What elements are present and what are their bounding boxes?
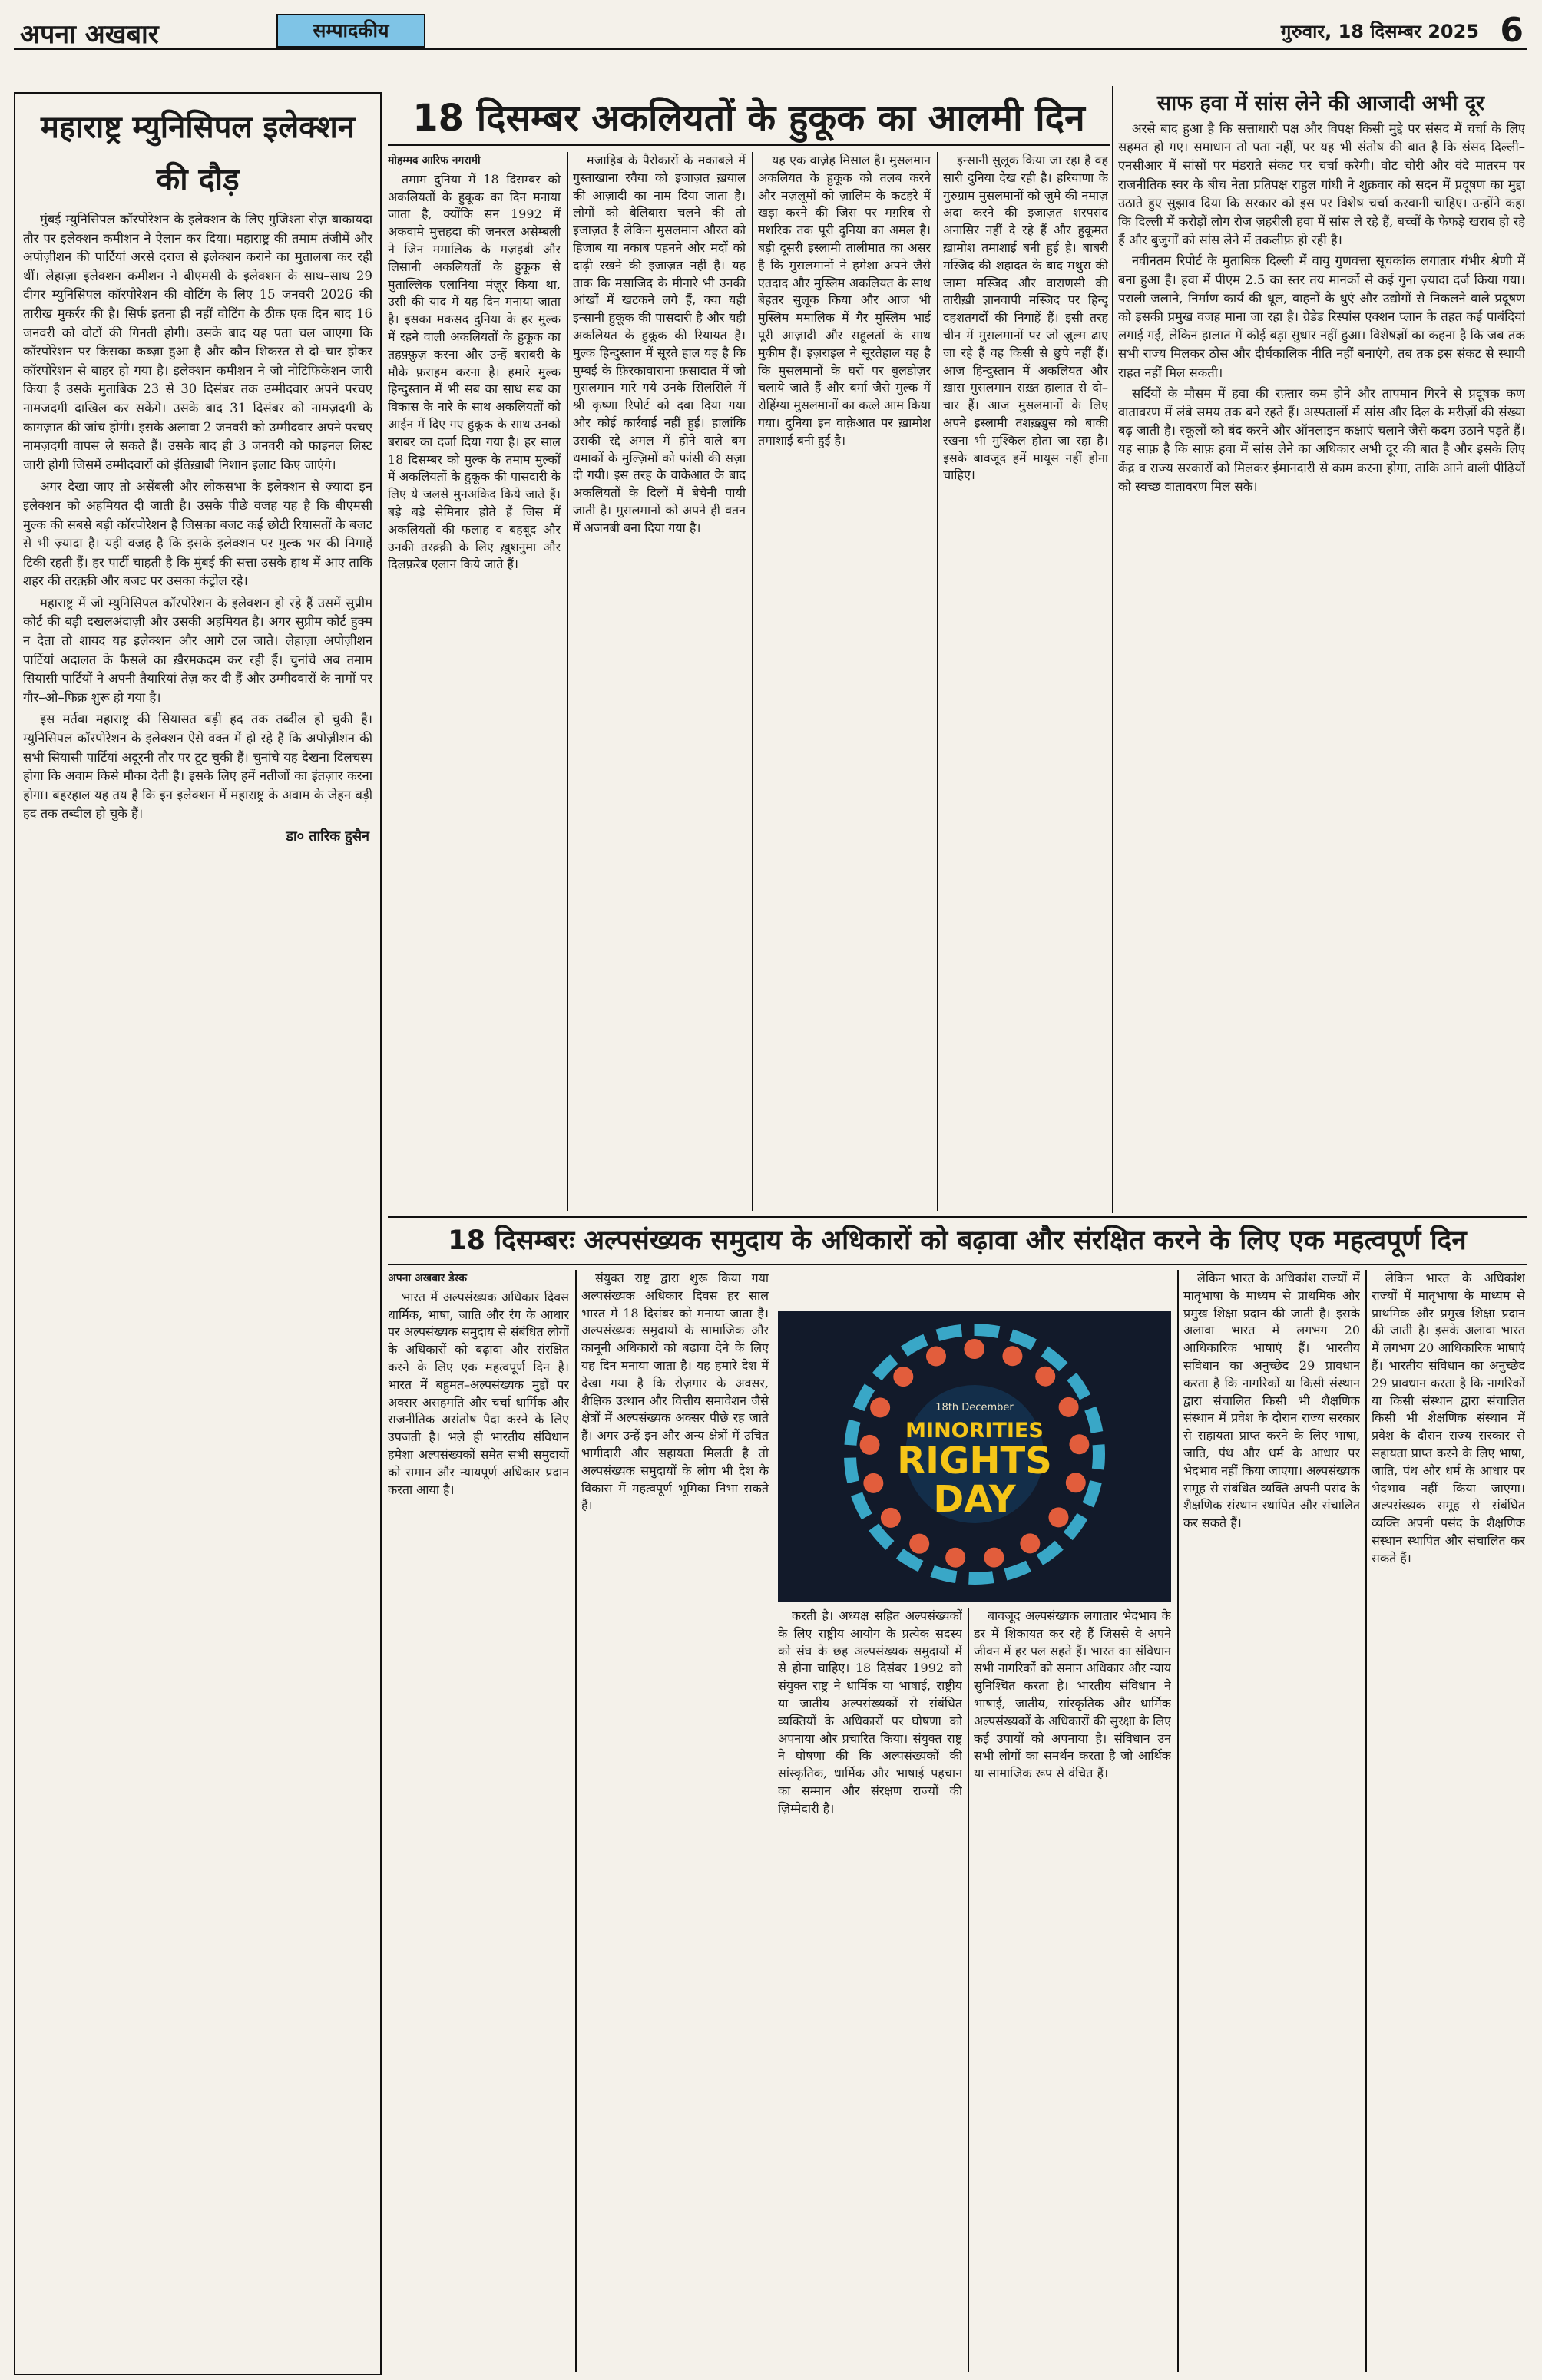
poster-title-line-3: DAY (933, 1478, 1016, 1521)
feature-article-column-3 (778, 1608, 962, 2372)
left-article-title: महाराष्ट्र म्युनिसिपल इलेक्शन की दौड़ (41, 110, 355, 197)
feature-article-column-5 (1183, 1270, 1360, 2372)
section-label: सम्पादकीय (276, 14, 425, 48)
main-article-column-4 (943, 152, 1108, 1211)
left-article-paragraph: मुंबई म्युनिसिपल कॉरपोरेशन के इलेक्शन के लिए गुजिश्ता रोज़ बाकायदा तौर पर इलेक्शन कमीशन ने ऐलान कर दिया। महाराष्ट्र की तमाम तंजीमें और अपोज़ीशन की पार्टियां अरसे दराज से इलेक्शन कराने का मुतालबा कर रही थीं। लेहाज़ा इलेक्शन कमीशन ने बीएमसी के इलेक्शन के साथ–साथ 29 दीगर म्युनिसिपल कॉरपोरेशन की वोटिंग के लिए 15 जनवरी 2026 की तारीख मुकर्रर की है। सिर्फ इतना ही नहीं वोटिंग के ठीक एक दिन बाद 16 जनवरी को वोटों की गिनती होगी। उसके बाद यह पता चल जाएगा कि कॉरपोरेशन पर किसका कब्ज़ा हुआ है और कौन शिकस्त से दो–चार होकर कॉरपोरेशन से बाहर हो गया है। इलेक्शन कमीशन ने जो नोटिफिकेशन जारी किया है उसके मुताबिक 23 से 30 दिसंबर तक उम्मीदवार अपने परचए नामजदगी दाखिल कर सकेंगे। उसके बाद 31 दिसंबर को नामज़दगी के कागज़ात की जांच होगी। इसके अलावा 2 जनवरी को उम्मीदवार अपने परचए नामज़दगी वापस ले सकते हैं। उसके बाद ही 3 जनवरी को फाइनल लिस्ट जारी होगी जिसमें उम्मीदवारों को इंतिख़ाबी निशान इलाट किए जाएंगे। (23, 212, 372, 472)
left-article-paragraph: अगर देखा जाए तो असेंबली और लोकसभा के इलेक्शन से ज़्यादा इन इलेक्शन को अहमियत दी जाती है। उसके पीछे वजह यह है कि बीएमसी मुल्क की सबसे बड़ी कॉरपोरेशन है जिसका बजट कई छोटी रियासतों के बजट से भी ज़्यादा है। यही वजह है कि इसके इलेक्शन पर मुल्क भर की निगाहें टिकी रहती हैं। हर पार्टी चाहती है कि मुंबई की सत्ता उसके हाथ में आए ताकि शहर की तरक़्क़ी और बजट पर उसका कंट्रोल रहे। (23, 479, 372, 589)
right-article-body (1118, 120, 1525, 1213)
main-article-paragraph: तमाम दुनिया में 18 दिसम्बर को अकलियतों के हुकूक का दिन मनाया जाता है, क्योंकि सन 1992 में अकवामे मुत्तहदा की जनरल असेम्बली ने जिन ममालिक के मज़हबी और लिसानी अकलियतों के हुकूक से मुताल्लिक एलानिया मंज़ूर किया था, उसी की याद में यह दिन मनाया जाता है। इसका मकसद दुनिया के हर मुल्क में रहने वाली अकलियतों के हुकूक का तहफ़्फ़ुज़ करना और उन्हें बराबरी के मौके फ़राहम करना है। हमारे मुल्क हिन्दुस्तान में भी सब का साथ सब का विकास के नारे के साथ अकलियतों को आईन में दिए गए हुकूक के साथ उनको बराबर का दर्जा दिया गया है। हर साल 18 दिसम्बर को मुल्क के तमाम मुल्कों में अकलियतों के हुकूक की पासदारी के लिए ये जलसे मुनअकिद किये जाते हैं। बड़े बड़े सेमिनार होते हैं जिस में अकलियतों की फलाह व बहबूद और उनकी तरक़्क़ी के लिए ख़ुशनुमा और दिलफ़रेब एलान किये जाते हैं। (388, 171, 561, 572)
newspaper-name: अपना अखबार (20, 19, 159, 50)
feature-article-paragraph: लेकिन भारत के अधिकांश राज्यों में मातृभाषा के माध्यम से प्राथमिक और प्रमुख शिक्षा प्रदान की जाती है। इसके अलावा भारत में लगभग 20 आधिकारिक भाषाएं हैं। भारतीय संविधान का अनुच्छेद 29 प्रावधान करता है कि नागरिकों या किसी संस्थान द्वारा संचालित किसी भी शैक्षणिक संस्थान में प्रवेश के दौरान राज्य सरकार से सहायता प्राप्त करने के लिए भाषा, जाति, पंथ और धर्म के आधार पर भेदभाव नहीं किया जाएगा। अल्पसंख्यक समूह से संबंधित व्यक्ति अपनी पसंद के शैक्षणिक संस्थान स्थापित और संचालित कर सकते हैं। (1372, 1271, 1525, 1565)
left-article-paragraph: महाराष्ट्र में जो म्युनिसिपल कॉरपोरेशन के इलेक्शन हो रहे हैं उसमें सुप्रीम कोर्ट की बड़ी दखलअंदाज़ी और उसकी अहमियत है। अगर सुप्रीम कोर्ट हुक्म न देता तो शायद यह इलेक्शन और आगे टल जाते। लेहाज़ा अपोज़ीशन पार्टियां अदालत के फैसले का ख़ैरमकदम कर रही हैं। चुनांचे अब तमाम सियासी पार्टियों ने अपनी तैयारियां तेज़ कर दी हैं और उम्मीदवारों के नामों पर गौर–ओ–फिक्र शुरू हो गया है। (23, 595, 372, 705)
feature-article-column-2 (581, 1270, 769, 2372)
main-article-author: मोहम्मद आरिफ नगरामी (388, 154, 481, 167)
feature-article-column-6 (1372, 1270, 1525, 2372)
poster-title-line-2: RIGHTS (897, 1440, 1052, 1483)
column-divider (575, 1270, 577, 2372)
right-article-paragraph: नवीनतम रिपोर्ट के मुताबिक दिल्ली में वायु गुणवत्ता सूचकांक लगातार गंभीर श्रेणी में बना हुआ है। हवा में पीएम 2.5 का स्तर तय मानकों से कई गुना ज़्यादा दर्ज किया गया। पराली जलाने, निर्माण कार्य की धूल, वाहनों के धुएं और उद्योगों से निकलने वाले प्रदूषण को इसकी प्रमुख वजह माना जा रहा है। ग्रेडेड रिस्पांस एक्शन प्लान के तहत कई पाबंदियां लगाई गईं, लेकिन हालात में कोई बड़ा सुधार नहीं हुआ। विशेषज्ञों का कहना है कि जब तक सभी राज्य मिलकर ठोस और दीर्घकालिक नीति नहीं बनाएंगे, तब तक इस संकट से स्थायी राहत नहीं मिल सकती। (1118, 253, 1525, 380)
feature-article-column-4 (974, 1608, 1171, 2372)
main-article-headline: 18 दिसम्बर अकलियतों के हुकूक का आलमी दिन (412, 97, 1085, 140)
divider (388, 144, 1110, 146)
left-article-paragraph: इस मर्तबा महाराष्ट्र की सियासत बड़ी हद तक तब्दील हो चुकी है। म्युनिसिपल कॉरपोरेशन के इलेक्शन ऐसे वक्त में हो रहे हैं कि अपोज़ीशन की सभी सियासी पार्टियां अदूरनी तौर पर टूट चुकी हैं। चुनांचे यह देखना दिलचस्प होगा कि अवाम किसे मौका देती है। इसके लिए हमें नतीजों का इंतज़ार करना होगा। बहरहाल यह तय है कि इन इलेक्शन में महाराष्ट्र के अवाम के जेहन बड़ी हद तक तब्दील हो चुके हैं। (23, 712, 372, 821)
right-article-headline: साफ हवा में सांस लेने की आजादी अभी दूर (1156, 91, 1485, 115)
right-article-paragraph: अरसे बाद हुआ है कि सत्ताधारी पक्ष और विपक्ष किसी मुद्दे पर संसद में चर्चा के लिए सहमत हो गए। समाधान तो पता नहीं, पर यह भी संतोष की बात है कि संसद दिल्ली–एनसीआर में सांसों पर मंडराते संकट पर चर्चा करेगी। वोट चोरी और वंदे मातरम पर राजनीतिक स्वर के बीच नेता प्रतिपक्ष राहुल गांधी ने शुक्रवार को सदन में प्रदूषण का मुद्दा उठाते हुए सुझाव दिया कि सरकार को इस पर विशेष चर्चा करवानी चाहिए। उन्होंने कहा कि दिल्ली में करोड़ों लोग रोज़ ज़हरीली हवा में सांस ले रहे हैं, बच्चों के फेफड़े खराब हो रहे हैं और बुजुर्गों को सांस लेने में तकलीफ़ हो रही है। (1118, 121, 1525, 248)
page-number: 6 (1500, 11, 1524, 50)
feature-article-paragraph: बावजूद अल्पसंख्यक लगातार भेदभाव के डर में शिकायत कर रहे हैं जिससे वे अपने जीवन में हर पल सहते हैं। भारत का संविधान सभी नागरिकों को समान अधिकार और न्याय सुनिश्चित करता है। भारतीय संविधान ने भाषाई, जातीय, सांस्कृतिक और धार्मिक अल्पसंख्यकों के अधिकारों की सुरक्षा के लिए कई उपायों को अपनाया है। संविधान उन सभी लोगों का समर्थन करता है जो आर्थिक या सामाजिक रूप से वंचित हैं। (974, 1608, 1171, 1781)
masthead (14, 12, 1527, 50)
column-divider (937, 152, 938, 1211)
column-divider (1365, 1270, 1367, 2372)
column-divider (1177, 1270, 1179, 2372)
issue-date: गुरुवार, 18 दिसम्बर 2025 (1280, 21, 1479, 42)
main-article-column-2 (573, 152, 746, 1211)
feature-article-paragraph: भारत में अल्पसंख्यक अधिकार दिवस धार्मिक, भाषा, जाति और रंग के आधार पर अल्पसंख्यक समुदाय से संबंधित लोगों के अधिकारों को बढ़ावा और संरक्षित करने के लिए एक महत्वपूर्ण दिन है। भारत में बहुमत–अल्पसंख्यक मुद्दों पर अक्सर असहमति और चर्चा धार्मिक और राजनीतिक असंतोष पैदा करने के लिए उपजती है। भले ही भारतीय संविधान हमेशा अल्पसंख्यकों समेत सभी समुदायों को समान और न्यायपूर्ण अधिकार प्रदान करता आया है। (388, 1289, 569, 1497)
feature-article-column-1 (388, 1270, 569, 2372)
poster-date: 18th December (935, 1402, 1014, 1413)
divider (388, 1264, 1527, 1265)
left-article-box (14, 92, 382, 2375)
feature-article-headline: 18 दिसम्बरः अल्पसंख्यक समुदाय के अधिकारों को बढ़ावा और संरक्षित करने के लिए एक महत्वपूर्ण दिन (448, 1225, 1467, 1256)
poster-title-line-1: MINORITIES (905, 1419, 1044, 1443)
main-article-column-1 (388, 152, 561, 1211)
column-divider (1112, 86, 1113, 1213)
main-article-paragraph: इन्सानी सुलूक किया जा रहा है वह सारी दुनिया देख रही है। हरियाणा के गुरुग्राम मुसलमानों को जुमे की नमाज़ अदा करने की इजाज़त शरपसंद अनासिर नहीं दे रहे हैं और हुकूमत ख़ामोश तमाशाई बनी हुई है। बाबरी मस्जिद की शहादत के बाद मथुरा की जामा मस्जिद और वाराणसी की तारीख़ी ज्ञानवापी मस्जिद पर हिन्दू दहशतगर्दों की निगाहें हैं। इसी तरह चीन में मुसलमानों पर जो ज़ुल्म ढाए जा रहे हैं वह किसी से छुपे नहीं हैं। आज हिन्दुस्तान में अकलियत और ख़ास मुसलमान सख़्त हालात से दो–चार हैं। आज मुसलमानों के लिए अपने इस्लामी तशख़्ख़ुस को बाकी रखना भी मुश्किल होता जा रहा है। इसके बावजूद हमें मायूस नहीं होना चाहिए। (943, 153, 1108, 483)
main-article-column-3 (758, 152, 931, 1211)
column-divider (752, 152, 753, 1211)
feature-article-paragraph: करती है। अध्यक्ष सहित अल्पसंख्यकों के लिए राष्ट्रीय आयोग के प्रत्येक सदस्य को संघ के छह अल्पसंख्यक समुदायों में से होना चाहिए। 18 दिसंबर 1992 को संयुक्त राष्ट्र ने धार्मिक या भाषाई, राष्ट्रीय या जातीय अल्पसंख्यकों से संबंधित व्यक्तियों के अधिकारों पर घोषणा को अपनाया और प्रचारित किया। संयुक्त राष्ट्र ने घोषणा की कि अल्पसंख्यकों की सांस्कृतिक, धार्मिक और भाषाई पहचान का सम्मान और संरक्षण राज्यों की ज़िम्मेदारी है। (778, 1608, 962, 1816)
left-article-author: डा० तारिक हुसैन (286, 828, 369, 845)
feature-article-author: अपना अखबार डेस्क (388, 1272, 467, 1284)
right-article-paragraph: सर्दियों के मौसम में हवा की रफ़्तार कम होने और तापमान गिरने से प्रदूषक कण वातावरण में लंबे समय तक बने रहते हैं। अस्पतालों में सांस और दिल के मरीज़ों की संख्या बढ़ जाती है। स्कूलों को बंद करने और ऑनलाइन कक्षाएं चलाने जैसे कदम उठाने पड़ते हैं। यह साफ़ है कि साफ़ हवा में सांस लेने का अधिकार अभी दूर की बात है और इसके लिए केंद्र व राज्य सरकारों को मिलकर ईमानदारी से काम करना होगा, ताकि आने वाली पीढ़ियों को स्वच्छ वातावरण मिल सके। (1118, 385, 1525, 494)
column-divider (968, 1608, 969, 2372)
feature-article-paragraph: लेकिन भारत के अधिकांश राज्यों में मातृभाषा के माध्यम से प्राथमिक और प्रमुख शिक्षा प्रदान की जाती है। इसके अलावा भारत में लगभग 20 आधिकारिक भाषाएं हैं। भारतीय संविधान का अनुच्छेद 29 प्रावधान करता है कि नागरिकों या किसी संस्थान द्वारा संचालित किसी भी शैक्षणिक संस्थान में प्रवेश के दौरान राज्य सरकार से सहायता प्राप्त करने के लिए भाषा, जाति, पंथ और धर्म के आधार पर भेदभाव नहीं किया जाएगा। अल्पसंख्यक समूह से संबंधित व्यक्ति अपनी पसंद के शैक्षणिक संस्थान स्थापित और संचालित कर सकते हैं। (1183, 1271, 1360, 1531)
minorities-rights-day-poster (778, 1311, 1171, 1602)
main-article-paragraph: मजाहिब के पैरोकारों के मकाबले में गुस्ताखाना रवैया को इजाज़त ख़याल की आज़ादी का नाम दिया जाता है। लोगों को बेलिबास चलने की तो इजाज़त है लेकिन मुसलमान औरत को हिजाब या नकाब पहनने और मर्दों को दाढ़ी रखने की इजाज़त नहीं है। यह ताक कि मसाजिद के मीनारे भी उनकी आंखों में खटकने लगे हैं, क्या यही इन्सानी हुकूक की पासदारी है और यही अकलियत के हुकूक की रियायत है। मुल्क हिन्दुस्तान में सूरते हाल यह है कि मुम्बई के फ़िरकावाराना फ़सादात में जो मुसलमान मारे गये उनके सिलसिले में श्री कृष्णा रिपोर्ट को दबा दिया गया और कोई कार्रवाई नहीं हुई। हालांकि उसकी रद्दे अमल में होने वाले बम धमाकों के मुल्ज़िमों को फांसी की सज़ा दी गयी। इस तरह के वाकेआत के बाद अकलियतों के दिलों में बेचैनी पायी जाती है। मुसलमानों को अपने ही वतन में अजनबी बना दिया गया है। (573, 153, 746, 535)
main-article-paragraph: यह एक वाज़ेह मिसाल है। मुसलमान अकलियत के हुकूक को तलब करने और मज़लूमों को ज़ालिम के कटहरे में खड़ा करने की जिस पर मग़रिब से मशरिक तक पूरी दुनिया का अमल है। बड़ी दूसरी इस्लामी तालीमात का असर है कि मुसलमानों ने हमेशा अपने जैसे एतदाद और मुस्लिम अकलियत के साथ बेहतर सुलूक किया और आज भी मुस्लिम ममालिक में गैर मुस्लिम भाई पूरी आज़ादी और सहूलतों के साथ मुकीम हैं। इज़राइल ने सूरतेहाल यह है कि मुसलमानों के घरों पर बुलडोज़र चलाये जाते हैं और बर्मा जैसे मुल्क में रोहिंग्या मुसलमानों का कत्ले आम किया गया। दुनिया इन वाक़ेआत पर ख़ामोश तमाशाई बनी हुई है। (758, 153, 931, 448)
feature-article-paragraph: संयुक्त राष्ट्र द्वारा शुरू किया गया अल्पसंख्यक अधिकार दिवस हर साल भारत में 18 दिसंबर को मनाया जाता है। अल्पसंख्यक समुदायों के सामाजिक और कानूनी अधिकारों को बढ़ावा देने के लिए यह दिन मनाया जाता है। यह हमारे देश में देखा गया है कि रोज़गार के अवसर, शैक्षिक उत्थान और वित्तीय समावेशन जैसे क्षेत्रों में अल्पसंख्यक अक्सर पीछे रह जाते हैं। अगर उन्हें इन और अन्य क्षेत्रों में उचित भागीदारी और सहायता मिलती है तो अल्पसंख्यक समुदायों के लोग भी देश के विकास में महत्वपूर्ण भूमिका निभा सकते हैं। (581, 1271, 769, 1513)
column-divider (567, 152, 568, 1211)
left-article-body (23, 210, 372, 824)
divider (388, 1216, 1527, 1218)
